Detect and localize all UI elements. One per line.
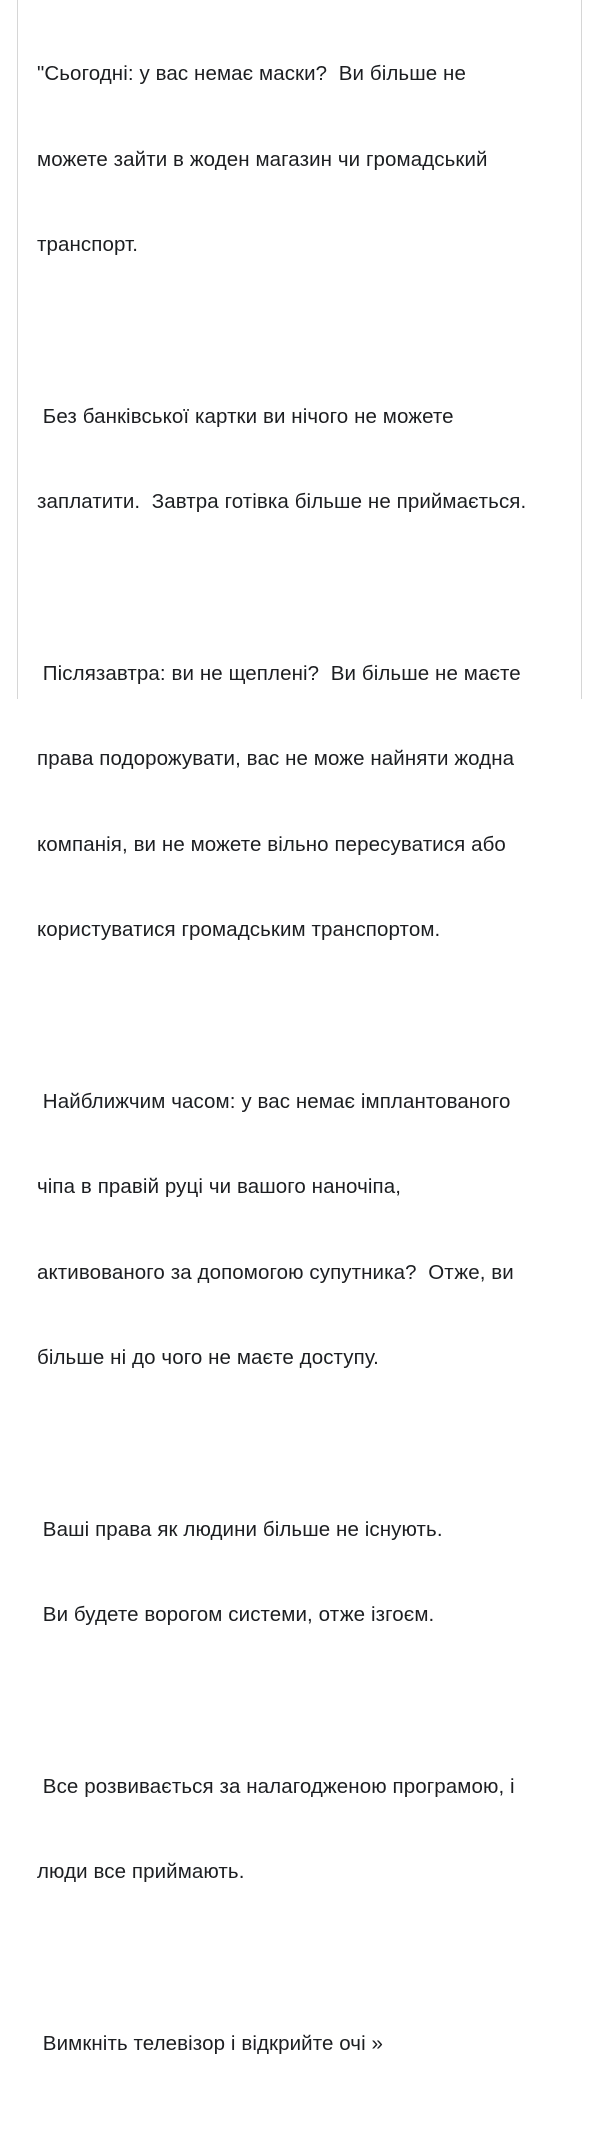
text-line: Вимкніть телевізор і відкрийте очі » — [37, 2031, 384, 2055]
text-line: можете зайти в жоден магазин чи громадський — [37, 147, 488, 171]
text-line: Ваші права як людини більше не існують. — [37, 1517, 443, 1541]
text-line: Все розвивається за налагодженою програмою, і — [37, 1774, 515, 1798]
paragraph-4 — [37, 1031, 577, 1430]
post-text — [37, 3, 577, 2144]
paragraph-2 — [37, 346, 577, 574]
text-line: користуватися громадським транспортом. — [37, 918, 441, 941]
text-line: компанія, ви не можете вільно пересуватися або — [37, 832, 506, 856]
text-line: Післязавтра: ви не щеплені? Ви більше не маєте — [37, 661, 521, 685]
text-line: більше ні до чого не маєте доступу. — [37, 1346, 379, 1369]
post-card — [17, 0, 582, 2055]
text-line: транспорт. — [37, 233, 139, 256]
paragraph-7 — [37, 1973, 577, 2116]
text-line: люди все приймають. — [37, 1860, 245, 1883]
text-line: Без банківської картки ви нічого не можете — [37, 404, 454, 428]
text-line: права подорожувати, вас не може найняти жодна — [37, 747, 515, 770]
text-line: заплатити. Завтра готівка більше не приймається. — [37, 490, 527, 513]
paragraph-3 — [37, 603, 577, 1002]
text-line: активованого за допомогою супутника? Отже, ви — [37, 1260, 514, 1284]
text-line: Ви будете ворогом системи, отже ізгоєм. — [37, 1603, 435, 1626]
text-line: "Сьогодні: у вас немає маски? Ви більше не — [37, 62, 466, 85]
paragraph-6 — [37, 1716, 577, 1944]
text-line: Найближчим часом: у вас немає імплантованого — [37, 1089, 511, 1113]
paragraph-5 — [37, 1459, 577, 1687]
paragraph-1 — [37, 3, 577, 317]
text-line: чіпа в правій руці чи вашого наночіпа, — [37, 1175, 402, 1198]
